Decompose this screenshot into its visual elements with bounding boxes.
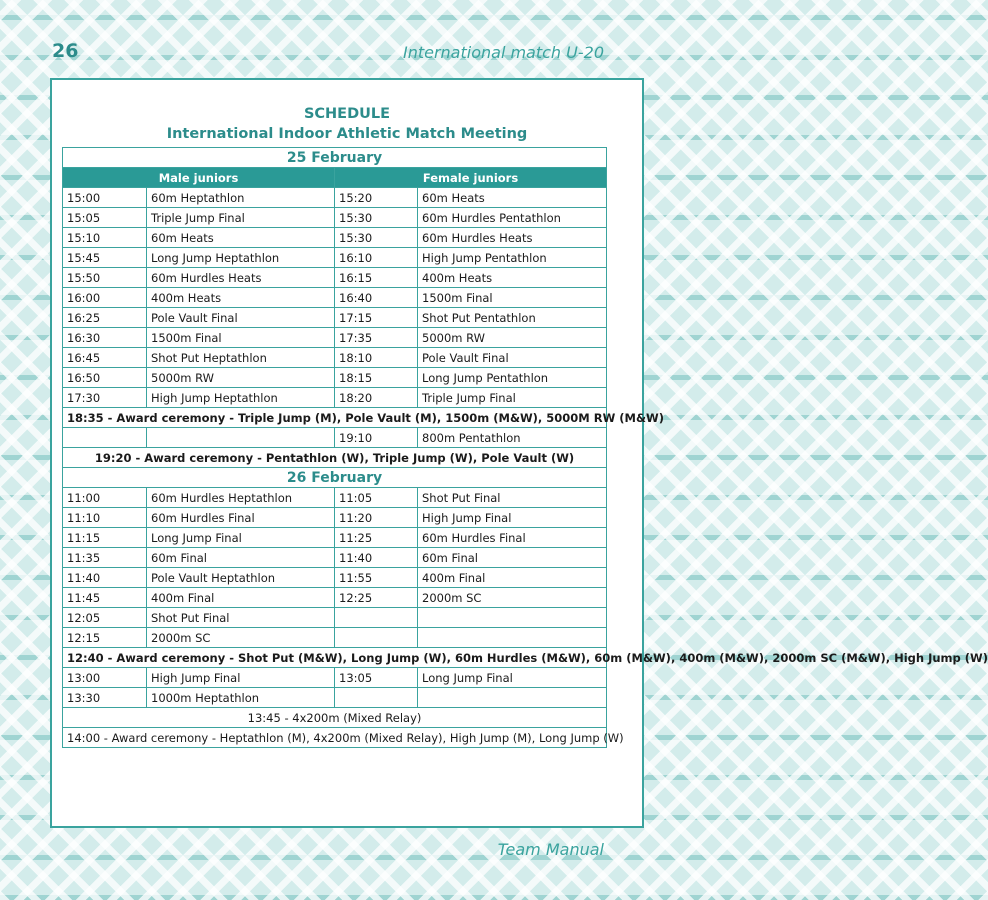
female-event: 60m Hurdles Pentathlon [418, 208, 607, 228]
award-ceremony-row [63, 728, 607, 748]
male-time: 11:35 [63, 548, 147, 568]
female-time: 16:15 [335, 268, 418, 288]
male-event: High Jump Heptathlon [147, 388, 335, 408]
male-time: 13:00 [63, 668, 147, 688]
female-time: 11:40 [335, 548, 418, 568]
male-event: 1000m Heptathlon [147, 688, 335, 708]
female-time: 11:20 [335, 508, 418, 528]
female-event: Long Jump Final [418, 668, 607, 688]
female-event: 60m Final [418, 548, 607, 568]
schedule-subtitle: International Indoor Athletic Match Meeting [166, 126, 528, 142]
table-row [63, 368, 607, 388]
male-time: 16:50 [63, 368, 147, 388]
relay-row [63, 708, 607, 728]
female-time [335, 628, 418, 648]
male-event: Pole Vault Final [147, 308, 335, 328]
male-event: 60m Hurdles Final [147, 508, 335, 528]
male-event: Triple Jump Final [147, 208, 335, 228]
male-time: 16:30 [63, 328, 147, 348]
female-event: Long Jump Pentathlon [418, 368, 607, 388]
award-ceremony-text: 12:40 - Award ceremony - Shot Put (M&W), Long Jump (W), 60m Hurdles (M&W), 60m (M&W), 400m (M&W), 2000m SC (M&W), High Jump (W) [63, 648, 607, 668]
female-time: 16:40 [335, 288, 418, 308]
male-time: 16:00 [63, 288, 147, 308]
female-event: 400m Final [418, 568, 607, 588]
female-time: 17:35 [335, 328, 418, 348]
female-event [418, 608, 607, 628]
table-row [63, 568, 607, 588]
female-time: 19:10 [335, 428, 418, 448]
page-number: 26 [52, 40, 79, 62]
schedule-panel [50, 78, 988, 828]
table-row [63, 188, 607, 208]
male-event: Long Jump Heptathlon [147, 248, 335, 268]
female-time: 17:15 [335, 308, 418, 328]
table-row [63, 528, 607, 548]
male-event: 60m Heats [147, 228, 335, 248]
female-event: Pole Vault Final [418, 348, 607, 368]
table-row [63, 508, 607, 528]
award-ceremony-text: 19:20 - Award ceremony - Pentathlon (W), Triple Jump (W), Pole Vault (W) [63, 448, 607, 468]
male-event: 5000m RW [147, 368, 335, 388]
female-juniors-header: Female juniors [335, 168, 607, 188]
female-event: 60m Hurdles Final [418, 528, 607, 548]
male-event: High Jump Final [147, 668, 335, 688]
female-time: 18:10 [335, 348, 418, 368]
day-date: 26 February [63, 468, 607, 488]
award-ceremony-row [63, 648, 607, 668]
table-row [63, 228, 607, 248]
table-row [63, 588, 607, 608]
female-event: Shot Put Final [418, 488, 607, 508]
table-row [63, 388, 607, 408]
male-time: 11:15 [63, 528, 147, 548]
female-time [335, 608, 418, 628]
female-time: 15:30 [335, 228, 418, 248]
female-event: 60m Heats [418, 188, 607, 208]
header-title: International match U-20 [402, 43, 604, 62]
male-time: 15:00 [63, 188, 147, 208]
table-row [63, 668, 607, 688]
male-time: 12:15 [63, 628, 147, 648]
male-time [63, 428, 147, 448]
column-headers [63, 168, 607, 188]
day-header-25-february [63, 148, 607, 168]
male-time: 11:45 [63, 588, 147, 608]
table-row [63, 288, 607, 308]
female-event: 800m Pentathlon [418, 428, 607, 448]
table-row [63, 688, 607, 708]
female-time: 16:10 [335, 248, 418, 268]
male-time: 11:10 [63, 508, 147, 528]
table-row [63, 608, 607, 628]
male-event: Pole Vault Heptathlon [147, 568, 335, 588]
male-juniors-header: Male juniors [63, 168, 335, 188]
male-event: 60m Heptathlon [147, 188, 335, 208]
day-header-26-february [63, 468, 607, 488]
table-row [63, 208, 607, 228]
female-time: 15:20 [335, 188, 418, 208]
female-time: 13:05 [335, 668, 418, 688]
female-time: 18:20 [335, 388, 418, 408]
female-time: 12:25 [335, 588, 418, 608]
table-row [63, 248, 607, 268]
male-time: 15:50 [63, 268, 147, 288]
female-event [418, 688, 607, 708]
female-event: Shot Put Pentathlon [418, 308, 607, 328]
male-event: 400m Final [147, 588, 335, 608]
female-event: Triple Jump Final [418, 388, 607, 408]
male-event: 400m Heats [147, 288, 335, 308]
male-event: Shot Put Heptathlon [147, 348, 335, 368]
footer-title: Team Manual [497, 840, 604, 859]
male-event: Shot Put Final [147, 608, 335, 628]
table-row [63, 428, 607, 448]
male-time: 11:40 [63, 568, 147, 588]
schedule-title: SCHEDULE [303, 106, 391, 122]
female-time: 11:05 [335, 488, 418, 508]
female-event: 5000m RW [418, 328, 607, 348]
male-event: 60m Final [147, 548, 335, 568]
table-row [63, 328, 607, 348]
female-event: 400m Heats [418, 268, 607, 288]
male-time: 17:30 [63, 388, 147, 408]
female-time: 11:25 [335, 528, 418, 548]
male-time: 16:25 [63, 308, 147, 328]
table-row [63, 268, 607, 288]
male-time: 16:45 [63, 348, 147, 368]
female-time: 11:55 [335, 568, 418, 588]
female-time [335, 688, 418, 708]
award-ceremony-text: 14:00 - Award ceremony - Heptathlon (M), 4x200m (Mixed Relay), High Jump (M), Long Jump (W) [63, 728, 607, 748]
relay-text: 13:45 - 4x200m (Mixed Relay) [63, 708, 607, 728]
female-event [418, 628, 607, 648]
male-event: 60m Hurdles Heats [147, 268, 335, 288]
award-ceremony-row [63, 408, 607, 428]
female-time: 18:15 [335, 368, 418, 388]
male-event: 1500m Final [147, 328, 335, 348]
female-event: 60m Hurdles Heats [418, 228, 607, 248]
female-event: High Jump Final [418, 508, 607, 528]
female-event: 1500m Final [418, 288, 607, 308]
male-time: 13:30 [63, 688, 147, 708]
table-row [63, 348, 607, 368]
male-time: 11:00 [63, 488, 147, 508]
male-time: 15:05 [63, 208, 147, 228]
table-row [63, 628, 607, 648]
male-event: 60m Hurdles Heptathlon [147, 488, 335, 508]
male-event [147, 428, 335, 448]
schedule-table [62, 147, 988, 748]
table-row [63, 548, 607, 568]
day-date: 25 February [63, 148, 607, 168]
award-ceremony-text: 18:35 - Award ceremony - Triple Jump (M), Pole Vault (M), 1500m (M&W), 5000M RW (M&W) [63, 408, 607, 428]
table-row [63, 488, 607, 508]
award-ceremony-row [63, 448, 607, 468]
female-event: 2000m SC [418, 588, 607, 608]
male-time: 15:10 [63, 228, 147, 248]
male-time: 15:45 [63, 248, 147, 268]
male-time: 12:05 [63, 608, 147, 628]
male-event: Long Jump Final [147, 528, 335, 548]
male-event: 2000m SC [147, 628, 335, 648]
female-time: 15:30 [335, 208, 418, 228]
female-event: High Jump Pentathlon [418, 248, 607, 268]
table-row [63, 308, 607, 328]
